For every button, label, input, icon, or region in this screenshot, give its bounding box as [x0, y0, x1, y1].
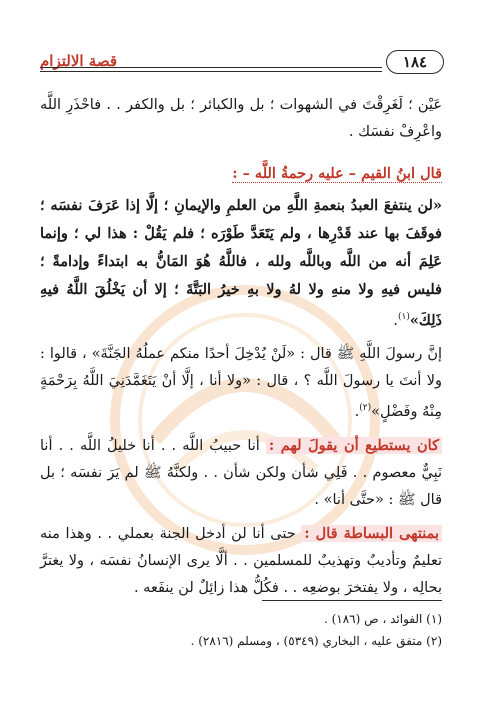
lead-phrase-2: بمنتهى البساطة قال : — [301, 525, 442, 542]
footnote-ref-1: (١) — [397, 312, 410, 322]
paragraph-4 — [40, 432, 442, 514]
page-header — [40, 50, 444, 80]
header-rule — [40, 67, 382, 68]
page-body — [40, 92, 442, 608]
header-rule-thin — [40, 71, 382, 72]
book-title: قصة الالتزام — [40, 52, 117, 70]
footnote-1: (١) الفوائد ، ص (١٨٦) . — [323, 612, 442, 626]
hadith-paragraph: إنَّ رسولَ اللَّهِ ﷺ قال : «لَنْ يُدْخِلَ أحدًا منكم عملُهُ الجَنَّةَ» ، قالوا : ولا أنتَ يا رسولَ اللَّه ؟ ، قال : «ولا أنا ، إلَّا أنْ يَتَغَمَّدَنِيَ اللَّهُ بِرَحْمَةٍ مِنْهُ وفَضْلٍ»$^{(٢)}$. — [40, 345, 442, 420]
footnote-ref-2: (٢) — [359, 402, 372, 413]
ibn-qayyim-quote: «لن ينتفعَ العبدُ بنعمةِ اللَّهِ من العلمِ والإيمانِ ؛ إلَّا إذا عَرَفَ نفسَه ؛ فوقَفَ بها عند قَدْرِها ، ولم يَتَعَدَّ طَوْرَه ؛ فلم يَقُلْ : هذا لي ؛ وإنما عَلِمَ أنه من اللَّه وباللَّه ولله ، فاللَّهُ هُوَ المَانُّ به ابتداءً وإدامةً ؛ فليس فيهِ ولا منهِ ولا لهُ ولا بهِ خيرُ البَتَّةَ ؛ إلا أن يَخْلُقَ اللَّهُ فيهِ ذَلِكَ» — [40, 197, 442, 329]
paragraph-5-text: حتى أنا لن أدخل الجنة بعملي . . وهذا منه تعليمٌ وتأديبٌ وتهذيبٌ للمسلمين . . ألَّا يرى الإنسانُ نفسَه ، ولا يغترَّ بحالِه ، ولا يفتخرَ بوضعِه . . فكُلُّ هذا زائِلٌ لن ينفَعه . — [40, 525, 442, 596]
footnote-2: (٢) متفق عليه ، البخاري (٥٣٤٩) ، ومسلم (٢٨١٦) . — [190, 634, 442, 648]
hadith-text: إنَّ رسولَ اللَّهِ ﷺ قال : «لَنْ يُدْخِلَ أحدًا منكم عملُهُ الجَنَّةَ» ، قالوا : ولا أنتَ يا رسولَ اللَّه ؟ ، قال : «ولا أنا ، إلَّا أنْ يَتَغَمَّدَنِيَ اللَّهُ بِرَحْمَةٍ مِنْهُ وفَضْلٍ» — [40, 345, 442, 420]
quote-paragraph: «لن ينتفعَ العبدُ بنعمةِ اللَّهِ من العلمِ والإيمانِ ؛ إلَّا إذا عَرَفَ نفسَه ؛ فوقَفَ بها عند قَدْرِها ، ولم يَتَعَدَّ طَوْرَه ؛ فلم يَقُلْ : هذا لي ؛ وإنما عَلِمَ أنه من اللَّه وباللَّه ولله ، فاللَّهُ هُوَ المَانُّ به ابتداءً وإدامةً ؛ فليس فيهِ ولا منهِ ولا لهُ ولا بهِ خيرُ البَتَّةَ ؛ إلا أن يَخْلُقَ اللَّهُ فيهِ ذَلِكَ»$^{(١)}$. — [40, 197, 442, 329]
paragraph-5 — [40, 520, 442, 602]
paragraph-4-text: أنا حبيبُ اللَّه . . أنا خليلُ اللَّه . . أنا نَبِيٌّ معصوم . . فَلِي شأن ولكن شأن . . ولكنَّهُ ﷺ لم يَرَ نفسَه ؛ بل قال ﷺ : «حتَّى أنا» . — [40, 437, 442, 508]
footnotes — [40, 608, 442, 652]
paragraph-1: عَيْن ؛ لَغَرِقْتَ في الشهوات ؛ بل والكبائر ؛ بل والكفر . . فاحْذَرِ اللَّه واعْرِفْ نفسَك . — [40, 97, 442, 140]
footnote-rule — [262, 600, 442, 601]
page-number: ١٨٤ — [386, 50, 444, 74]
section-heading — [232, 160, 442, 188]
ibn-qayyim-heading: قال ابنُ القيم – عليه رحمةُ اللَّه – : — [232, 165, 442, 182]
lead-phrase-1: كان يستطيع أن يقولَ لهم : — [266, 437, 442, 454]
